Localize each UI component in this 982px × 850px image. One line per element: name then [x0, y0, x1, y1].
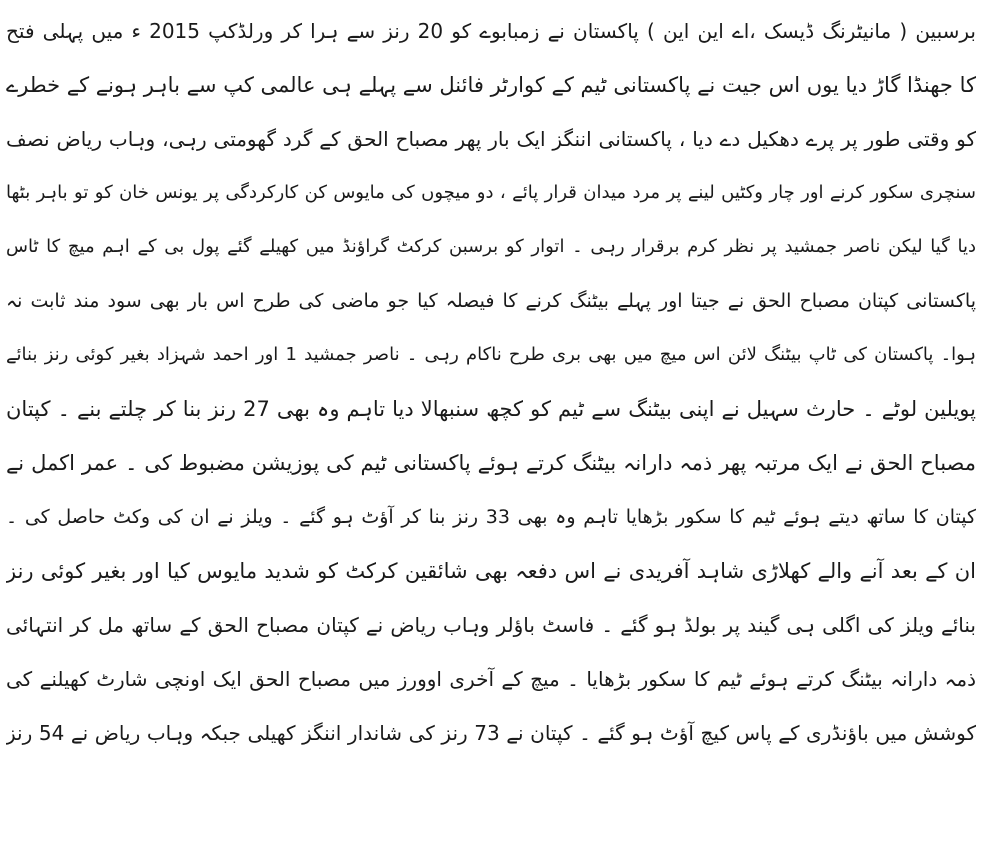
article-line-6: پاکستانی کپتان مصباح الحق نے جیتا اور پہلے بیٹنگ کرنے کا فیصلہ کیا جو ماضی کی طرح اس بار بھی سود مند ثابت نہ: [6, 290, 976, 312]
article-line-9: مصباح الحق نے ایک مرتبہ پھر ذمہ دارانہ بیٹنگ کرتے ہوئے پاکستانی ٹیم کی پوزیشن مضبوط کی ۔ عمر اکمل نے: [6, 451, 976, 475]
article-line-4: سنچری سکور کرنے اور چار وکٹیں لینے پر مرد میدان قرار پائے ، دو میچوں کی مایوس کن کارکردگی پر یونس خان کو تو باہر بٹھا: [6, 182, 976, 203]
article-line-10: کپتان کا ساتھ دیتے ہوئے ٹیم کا سکور بڑھایا تاہم وہ بھی 33 رنز بنا کر آؤٹ ہو گئے ۔ ویلز نے ان کی وکٹ حاصل کی ۔: [6, 506, 976, 528]
article-line-5: دیا گیا لیکن ناصر جمشید پر نظر کرم برقرار رہی ۔ اتوار کو برسبن کرکٹ گراؤنڈ میں کھیلے گئے پول بی کے اہم میچ کا ٹاس: [6, 236, 976, 257]
article-line-13: ذمہ دارانہ بیٹنگ کرتے ہوئے ٹیم کا سکور بڑھایا ۔ میچ کے آخری اوورز میں مصباح الحق ایک اونچی شارٹ کھیلنے کی: [6, 667, 976, 691]
article-line-14: کوشش میں باؤنڈری کے پاس کیچ آؤٹ ہو گئے ۔ کپتان نے 73 رنز کی شاندار اننگز کھیلی جبکہ وہاب ریاض نے 54 رنز: [6, 721, 976, 745]
article-line-3: کو وقتی طور پر پرے دھکیل دے دیا ، پاکستانی اننگز ایک بار پھر مصباح الحق کے گرد گھومتی رہی، وہاب ریاض نصف: [6, 127, 976, 151]
article-line-8: پویلین لوٹے ۔ حارث سہیل نے اپنی بیٹنگ سے ٹیم کو کچھ سنبھالا دیا تاہم وہ بھی 27 رنز بنا کر چلتے بنے ۔ کپتان: [6, 397, 976, 421]
article-line-7: ہوا۔ پاکستان کی ٹاپ بیٹنگ لائن اس میچ میں بھی بری طرح ناکام رہی ۔ ناصر جمشید 1 اور احمد شہزاد بغیر کوئی رنز بنائے: [6, 344, 976, 365]
article-line-2: کا جھنڈا گاڑ دیا یوں اس جیت نے پاکستانی ٹیم کے کوارٹر فائنل سے پہلے ہی عالمی کپ سے باہر ہونے کے خطرے: [6, 73, 976, 97]
article-line-11: ان کے بعد آنے والے کھلاڑی شاہد آفریدی نے اس دفعہ بھی شائقین کرکٹ کو شدید مایوس کیا اور بغیر کوئی رنز: [6, 559, 976, 583]
article-body: [6, 4, 976, 760]
article-line-12: بنائے ویلز کی اگلی ہی گیند پر بولڈ ہو گئے ۔ فاسٹ باؤلر وہاب ریاض نے کپتان مصباح الحق کے ساتھ مل کر انتہائی: [6, 613, 976, 637]
article-line-1: برسبین ( مانیٹرنگ ڈیسک ،اے این این ) پاکستان نے زمبابوے کو 20 رنز سے ہرا کر ورلڈکپ 2015 ء میں پہلی فتح: [6, 19, 976, 43]
